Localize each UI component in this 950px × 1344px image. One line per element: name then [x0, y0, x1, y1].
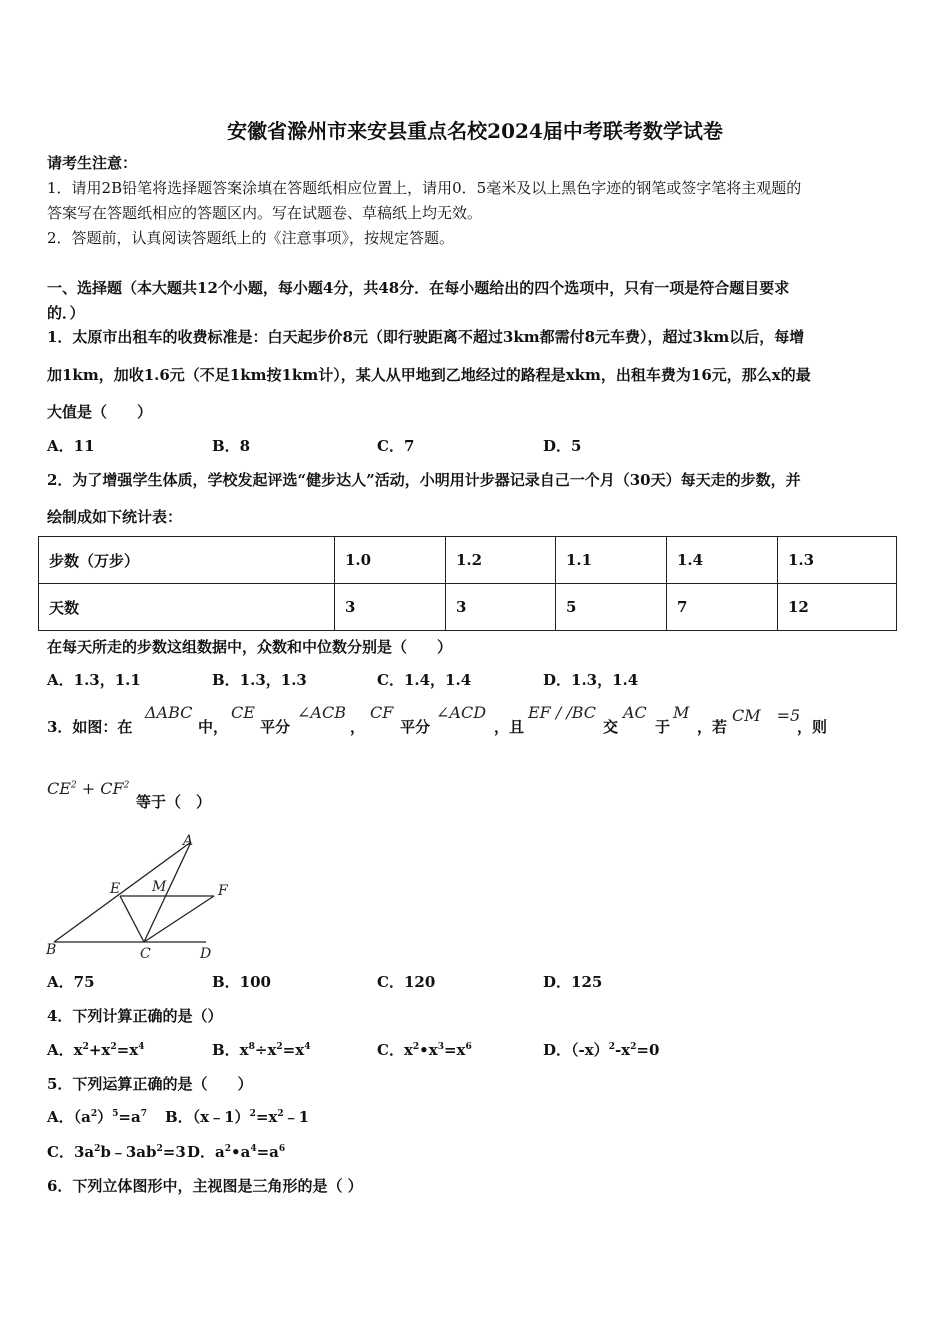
q4-option-d — [543, 1039, 659, 1060]
q3-math-ac: AC — [623, 703, 647, 722]
q2-option-a: A．1.3，1.1 — [47, 671, 141, 689]
q2-question: 在每天所走的步数这组数据中，众数和中位数分别是（ ） — [47, 638, 453, 656]
notice-heading: 请考生注意： — [47, 154, 138, 172]
q5-option-d — [187, 1141, 285, 1162]
table-cell: 1.1 — [556, 537, 667, 584]
text: C．3a — [47, 1143, 95, 1161]
table-cell: 7 — [667, 584, 778, 631]
q3-prefix: 3．如图：在 — [47, 718, 133, 736]
q3-text: ，若 — [697, 718, 728, 736]
q2-option-c: C．1.4，1.4 — [377, 671, 472, 689]
q1-line-2: 加1km，加收1.6元（不足1km按1km计），某人从甲地到乙地经过的路程是xkm，出租车费为16元，那么x的最 — [47, 366, 811, 384]
q3-text: 于 — [655, 718, 671, 736]
q3-math-acb: ∠ACB — [297, 703, 346, 722]
q3-text: 中， — [198, 718, 229, 736]
q3-math-expression — [47, 779, 129, 798]
text: =3 — [162, 1143, 186, 1161]
q3-math-m: M — [673, 703, 690, 722]
page-title: 安徽省滁州市来安县重点名校2024届中考联考数学试卷 — [227, 119, 723, 143]
superscript: 3 — [437, 1042, 444, 1052]
q3-option-b: B．100 — [212, 973, 271, 991]
q5-option-c — [47, 1141, 186, 1162]
superscript: 2 — [276, 1042, 283, 1052]
table-cell: 12 — [778, 584, 897, 631]
q3-equals: 等于（ ） — [136, 793, 212, 811]
table-row — [39, 537, 897, 584]
q1-option-c: C．7 — [377, 437, 415, 455]
notice-item-2: 2．答题前，认真阅读答题纸上的《注意事项》，按规定答题。 — [47, 229, 455, 247]
superscript: 2 — [70, 780, 77, 791]
notice-item-1-cont: 答案写在答题纸相应的答题区内。写在试题卷、草稿纸上均无效。 — [47, 204, 483, 222]
table-cell: 3 — [335, 584, 446, 631]
table-cell: 3 — [446, 584, 556, 631]
q3-math-abc: ΔABC — [145, 703, 193, 722]
q3-math-cf: CF — [370, 703, 394, 722]
superscript: 2 — [90, 1109, 98, 1119]
text: D．（-x） — [543, 1041, 609, 1059]
text: b﹣3ab — [100, 1143, 157, 1161]
label-e: E — [110, 881, 121, 897]
table-cell: 天数 — [39, 584, 335, 631]
q3-option-c: C．120 — [377, 973, 436, 991]
q2-line-1: 2．为了增强学生体质，学校发起评选“健步达人”活动，小明用计步器记录自己一个月（30天）每天走的步数，并 — [47, 471, 801, 489]
text: =a — [118, 1108, 141, 1126]
table-cell: 5 — [556, 584, 667, 631]
q5-question: 5．下列运算正确的是（ ） — [47, 1075, 253, 1093]
text: =x — [443, 1041, 466, 1059]
q4-question: 4．下列计算正确的是（） — [47, 1007, 223, 1025]
q3-text: 交 — [603, 718, 619, 736]
label-m: M — [152, 879, 167, 895]
text: -x — [614, 1041, 631, 1059]
superscript: 2 — [412, 1042, 420, 1052]
table-cell: 1.0 — [335, 537, 446, 584]
q3-option-a: A．75 — [47, 973, 95, 991]
q2-line-2: 绘制成如下统计表： — [47, 508, 183, 526]
superscript: 2 — [110, 1042, 117, 1052]
label-a: A — [183, 833, 194, 849]
section-heading: 一、选择题（本大题共12个小题，每小题4分，共48分．在每小题给出的四个选项中，只有一项是符合题目要求 — [47, 279, 790, 297]
superscript: 4 — [138, 1042, 145, 1052]
superscript: 2 — [608, 1042, 615, 1052]
text: =a — [256, 1143, 279, 1161]
table-row — [39, 584, 897, 631]
q1-option-d: D．5 — [543, 437, 582, 455]
q3-text: ， — [350, 718, 366, 736]
superscript: 2 — [277, 1109, 284, 1119]
q1-option-b: B．8 — [212, 437, 251, 455]
text: =x — [255, 1108, 278, 1126]
q3-math-efbc: EF / /BC — [528, 703, 597, 722]
text: C．x — [377, 1041, 413, 1059]
table-cell: 1.3 — [778, 537, 897, 584]
q4-option-b — [212, 1039, 310, 1060]
q5-option-b — [165, 1106, 309, 1127]
q3-geometry-figure — [40, 830, 240, 965]
text: B．x — [212, 1041, 249, 1059]
q3-math-cm: CM =5 — [732, 706, 801, 725]
text: ÷x — [254, 1041, 277, 1059]
q2-option-d: D．1.3，1.4 — [543, 671, 639, 689]
line-ba — [54, 842, 191, 942]
q3-text: ，且 — [494, 718, 525, 736]
q3-math-acd: ∠ACD — [436, 703, 487, 722]
text: D．a — [187, 1143, 225, 1161]
text: A．（a — [47, 1108, 91, 1126]
q3-text: 平分 — [400, 718, 431, 736]
q3-text: 平分 — [260, 718, 291, 736]
text: =0 — [636, 1041, 660, 1059]
superscript: 4 — [250, 1144, 257, 1154]
superscript: 7 — [140, 1109, 147, 1119]
superscript: 4 — [304, 1042, 311, 1052]
q3-math-ce: CE — [231, 703, 255, 722]
text: +x — [88, 1041, 111, 1059]
q3-math-ce2: CE — [47, 779, 71, 798]
q1-option-a: A．11 — [47, 437, 95, 455]
label-d: D — [200, 946, 212, 962]
table-cell: 1.2 — [446, 537, 556, 584]
superscript: 2 — [224, 1144, 231, 1154]
notice-item-1: 1．请用2B铅笔将选择题答案涂填在答题纸相应位置上，请用0．5毫米及以上黑色字迹的钢笔或签字笔将主观题的 — [47, 179, 802, 197]
text: ） — [97, 1108, 113, 1126]
q4-option-a — [47, 1039, 144, 1060]
superscript: 8 — [248, 1042, 255, 1052]
q3-text: ，则 — [797, 718, 828, 736]
label-b: B — [46, 942, 57, 958]
text: •x — [419, 1041, 438, 1059]
table-cell: 步数（万步） — [39, 537, 335, 584]
text: =x — [116, 1041, 139, 1059]
q3-option-d: D．125 — [543, 973, 603, 991]
text: A．x — [47, 1041, 83, 1059]
superscript: 6 — [278, 1144, 286, 1154]
q3-math-cf2: + CF — [76, 779, 124, 798]
q2-option-b: B．1.3，1.3 — [212, 671, 307, 689]
steps-table — [38, 536, 897, 631]
label-f: F — [218, 883, 228, 899]
superscript: 6 — [465, 1042, 472, 1052]
table-cell: 1.4 — [667, 537, 778, 584]
superscript: 2 — [249, 1109, 256, 1119]
q5-option-a — [47, 1106, 147, 1127]
superscript: 2 — [156, 1144, 163, 1154]
superscript: 2 — [123, 780, 130, 791]
text: ﹣1 — [283, 1108, 310, 1126]
q1-line-1: 1．太原市出租车的收费标准是：白天起步价8元（即行驶距离不超过3km都需付8元车费），超过3km以后，每增 — [47, 328, 805, 346]
superscript: 2 — [94, 1144, 101, 1154]
label-c: C — [140, 946, 151, 962]
superscript: 2 — [82, 1042, 89, 1052]
text: •a — [231, 1143, 251, 1161]
q1-line-3: 大值是（ ） — [47, 403, 153, 421]
q6-question: 6．下列立体图形中，主视图是三角形的是（ ） — [47, 1177, 363, 1195]
text: B．（x﹣1） — [165, 1108, 250, 1126]
superscript: 5 — [112, 1109, 119, 1119]
superscript: 2 — [630, 1042, 637, 1052]
text: =x — [282, 1041, 305, 1059]
line-ec — [120, 896, 144, 942]
section-heading-cont: 的．） — [47, 304, 85, 322]
q4-option-c — [377, 1039, 472, 1060]
